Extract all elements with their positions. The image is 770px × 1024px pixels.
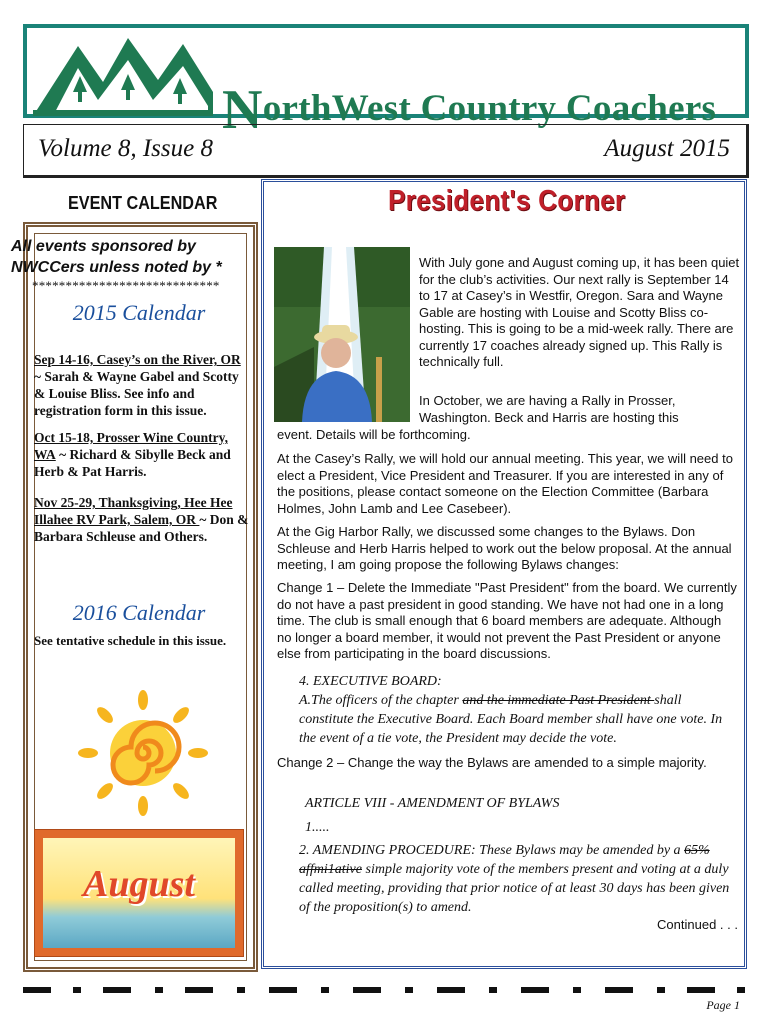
- event-title: Oct 15-18, Prosser Wine Country, WA: [34, 430, 228, 462]
- bylaw-text: A.The officers of the chapter: [299, 693, 463, 708]
- mountain-logo-icon: [33, 32, 213, 116]
- continued-note: Continued . . .: [657, 917, 738, 932]
- dashed-divider: [23, 985, 747, 995]
- event-detail: ~ Don & Barbara Schleuse and Others.: [34, 512, 249, 544]
- bylaw-amending-procedure: [299, 841, 739, 917]
- paragraph-prosser-rally: In October, we are having a Rally in Prosser, Washington. Beck and Harris are hosting this: [419, 393, 679, 425]
- calendar-2015-heading: 2015 Calendar: [72, 300, 206, 325]
- paragraph-bylaws-intro: At the Gig Harbor Rally, we discussed some changes to the Bylaws. Don Schleuse and Herb Harris helped to work out the below proposal. At the annual meeting, I am going propose the following Bylaws changes:: [277, 524, 732, 572]
- page-number: Page 1: [706, 998, 740, 1012]
- event-detail: ~ Richard & Sibylle Beck and Herb & Pat Harris.: [34, 447, 231, 479]
- bylaw-item-1: 1.....: [305, 820, 330, 835]
- president-photo: [274, 247, 410, 422]
- issue-bar: [23, 124, 749, 178]
- august-banner: [34, 829, 244, 957]
- paragraph-rally-update: With July gone and August coming up, it has been quiet for the club’s activities. Our next rally is September 14 to 17 at Casey’s in Westfir, Oregon. Sara and Wayne Gable are hosting with Louise and Scotty Bliss co-hosting. This is going to be a mid-week rally. There are currently 17 coaches already signed up. This Rally is technically full.: [419, 255, 740, 369]
- masthead-title-initial: N: [222, 79, 263, 141]
- bylaw-article-heading: ARTICLE VIII - AMENDMENT OF BYLAWS: [305, 796, 560, 811]
- volume-issue: Volume 8, Issue 8: [38, 135, 213, 162]
- august-banner-inner: [43, 838, 235, 948]
- sun-icon: [78, 690, 208, 816]
- presidents-corner-heading: President's Corner: [388, 185, 626, 217]
- masthead: [23, 24, 749, 141]
- paragraph-change-2: Change 2 – Change the way the Bylaws are amended to a simple majority.: [277, 755, 707, 770]
- event-title: Sep 14-16, Casey’s on the River, OR: [34, 352, 241, 367]
- event-item: [34, 429, 250, 480]
- bylaw-struck-text: and the immediate Past President: [462, 693, 655, 708]
- bylaw-text: 2. AMENDING PROCEDURE: These Bylaws may be amended by a: [299, 843, 685, 858]
- tentative-note: See tentative schedule in this issue.: [34, 633, 227, 648]
- stars-divider: ****************************: [32, 278, 220, 293]
- paragraph-prosser-rally-end: event. Details will be forthcoming.: [277, 427, 471, 442]
- bylaw-struck-text: 65% affmi1ative: [299, 843, 710, 877]
- masthead-title-rest: orthWest Country Coachers: [262, 88, 717, 129]
- paragraph-change-1: Change 1 – Delete the Immediate "Past President" from the board. We currently do not have a past president in good standing. We have not had one in a long time. The club is small enough that 6 board members are adequate. Although no longer a board member, it would not prevent the Past President or anyone else from participating in the board discussions.: [277, 580, 737, 661]
- bylaw-text: shall constitute the Executive Board. Each Board member shall have one vote. In the event of a tie vote, the President may decide the vote.: [299, 693, 723, 746]
- calendar-2016-heading: 2016 Calendar: [72, 600, 206, 625]
- bylaw-executive-board-heading: 4. EXECUTIVE BOARD:: [299, 674, 442, 689]
- event-title: Nov 25-29, Thanksgiving, Hee Hee Illahee RV Park, Salem, OR: [34, 495, 233, 527]
- paragraph-annual-meeting: At the Casey’s Rally, we will hold our annual meeting. This year, we will need to elect a President, Vice President and Treasurer. If you are interested in any of the positions, please contact someone on the Election Committee (Barbara Holmes, John Lamb and Lee Casebeer).: [277, 451, 733, 516]
- event-calendar-heading: EVENT CALENDAR: [68, 193, 218, 213]
- event-item: [34, 494, 250, 545]
- issue-date: August 2015: [604, 135, 730, 162]
- sponsor-note: All events sponsored by NWCCers unless noted by *: [11, 238, 222, 276]
- event-detail: ~ Sarah & Wayne Gabel and Scotty & Louise Bliss. See info and registration form in this issue.: [34, 369, 239, 418]
- bylaw-executive-board-text: [299, 691, 739, 748]
- august-label: August: [83, 863, 195, 905]
- event-item: [34, 351, 250, 419]
- bylaw-text: simple majority vote of the members present and voting at a duly called meeting, providing that prior notice of at least 30 days has been given of the proposition(s) to amend.: [299, 862, 730, 915]
